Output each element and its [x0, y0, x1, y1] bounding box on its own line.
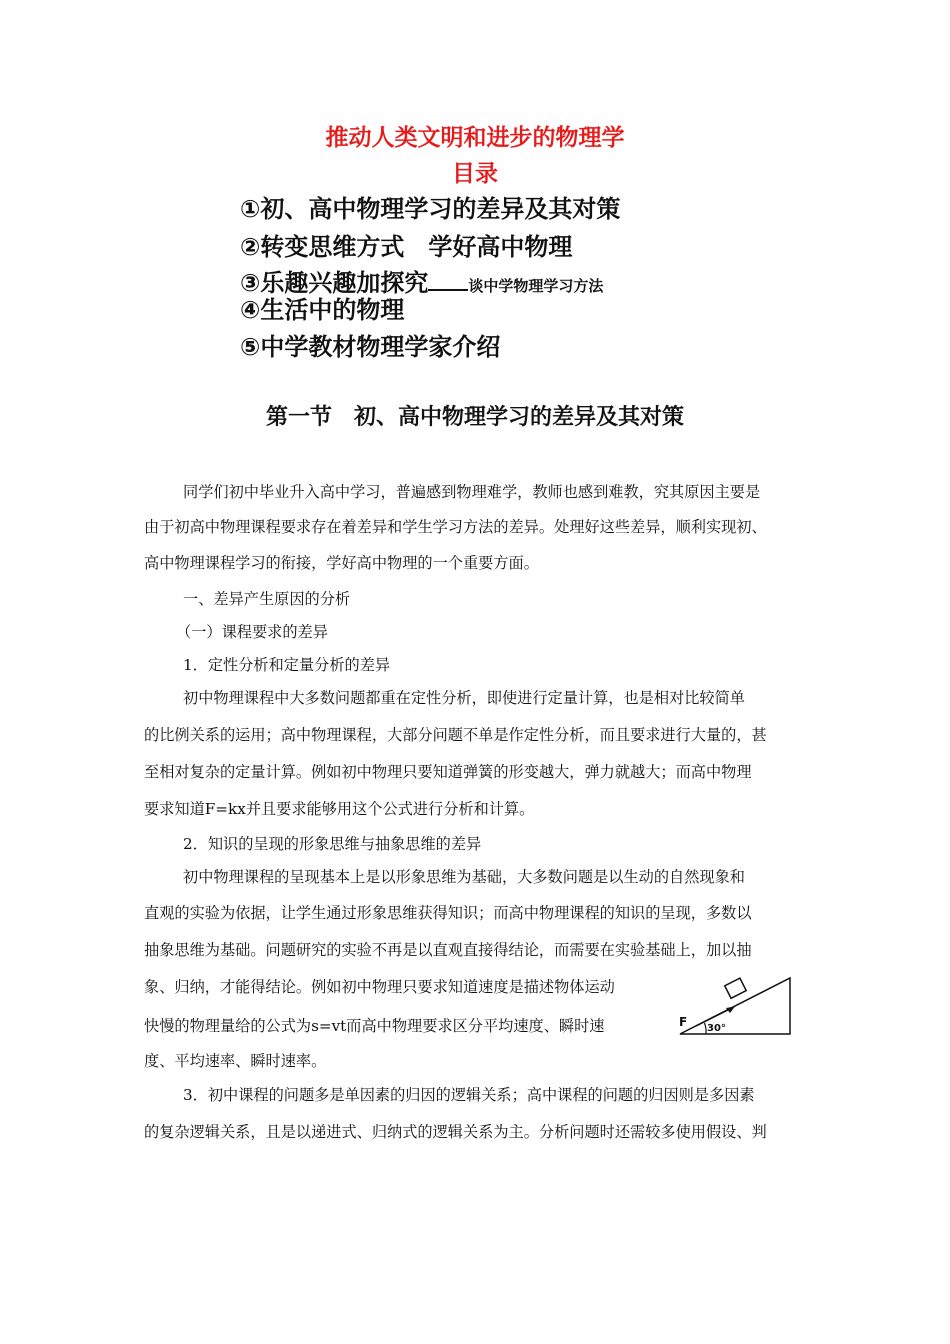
toc-item-3-underline [428, 269, 468, 291]
incline-diagram [672, 972, 798, 1038]
toc-item-4: ④生活中的物理 [240, 296, 405, 324]
section-title: 第一节 初、高中物理学习的差异及其对策 [265, 405, 684, 430]
toc-item-2: ②转变思维方式 学好高中物理 [240, 233, 573, 261]
toc-heading: 目录 [452, 161, 498, 187]
toc-item-3-subtitle: 谈中学物理学习方法 [468, 277, 604, 295]
body-line: 要求知道F=kx并且要求能够用这个公式进行分析和计算。 [144, 800, 535, 818]
body-line: 快慢的物理量给的公式为s=vt而高中物理要求区分平均速度、瞬时速 [144, 1017, 605, 1035]
body-line: 象、归纳，才能得结论。例如初中物理只要求知道速度是描述物体运动 [144, 978, 615, 996]
body-line: 至相对复杂的定量计算。例如初中物理只要知道弹簧的形变越大，弹力就越大；而高中物理 [144, 763, 752, 781]
body-line: 的复杂逻辑关系，且是以递进式、归纳式的逻辑关系为主。分析问题时还需较多使用假设、判 [144, 1123, 767, 1141]
force-label: F [679, 1015, 688, 1029]
body-line: 抽象思维为基础。问题研究的实验不再是以直观直接得结论，而需要在实验基础上，加以抽 [144, 941, 752, 959]
block-on-incline [725, 978, 747, 998]
angle-arc [705, 1023, 707, 1034]
body-line: 初中物理课程中大多数问题都重在定性分析，即使进行定量计算，也是相对比较简单 [183, 689, 745, 707]
body-line: （一）课程要求的差异 [176, 623, 328, 641]
body-line: 2．知识的呈现的形象思维与抽象思维的差异 [183, 835, 482, 853]
toc-item-1: ①初、高中物理学习的差异及其对策 [240, 195, 621, 223]
body-line: 度、平均速率、瞬时速率。 [144, 1052, 327, 1070]
toc-item-5: ⑤中学教材物理学家介绍 [240, 333, 501, 361]
body-line: 一、差异产生原因的分析 [183, 590, 351, 608]
angle-label: 30° [707, 1023, 726, 1034]
document-title: 推动人类文明和进步的物理学 [325, 125, 625, 151]
body-line: 同学们初中毕业升入高中学习，普遍感到物理难学，教师也感到难教，究其原因主要是 [183, 483, 761, 501]
body-line: 的比例关系的运用；高中物理课程，大部分问题不单是作定性分析，而且要求进行大量的，甚 [144, 726, 767, 744]
body-line: 1．定性分析和定量分析的差异 [183, 656, 391, 674]
body-line: 初中物理课程的呈现基本上是以形象思维为基础，大多数问题是以生动的自然现象和 [183, 868, 745, 886]
body-line: 由于初高中物理课程要求存在着差异和学生学习方法的差异。处理好这些差异，顺利实现初、 [144, 518, 767, 536]
body-line: 3．初中课程的问题多是单因素的归因的逻辑关系；高中课程的问题的归因则是多因素 [183, 1086, 755, 1104]
body-line: 高中物理课程学习的衔接，学好高中物理的一个重要方面。 [144, 554, 539, 572]
body-line: 直观的实验为依据，让学生通过形象思维获得知识；而高中物理课程的知识的呈现，多数以 [144, 904, 752, 922]
toc-item-3-text: ③乐趣兴趣加探究 [240, 269, 429, 297]
